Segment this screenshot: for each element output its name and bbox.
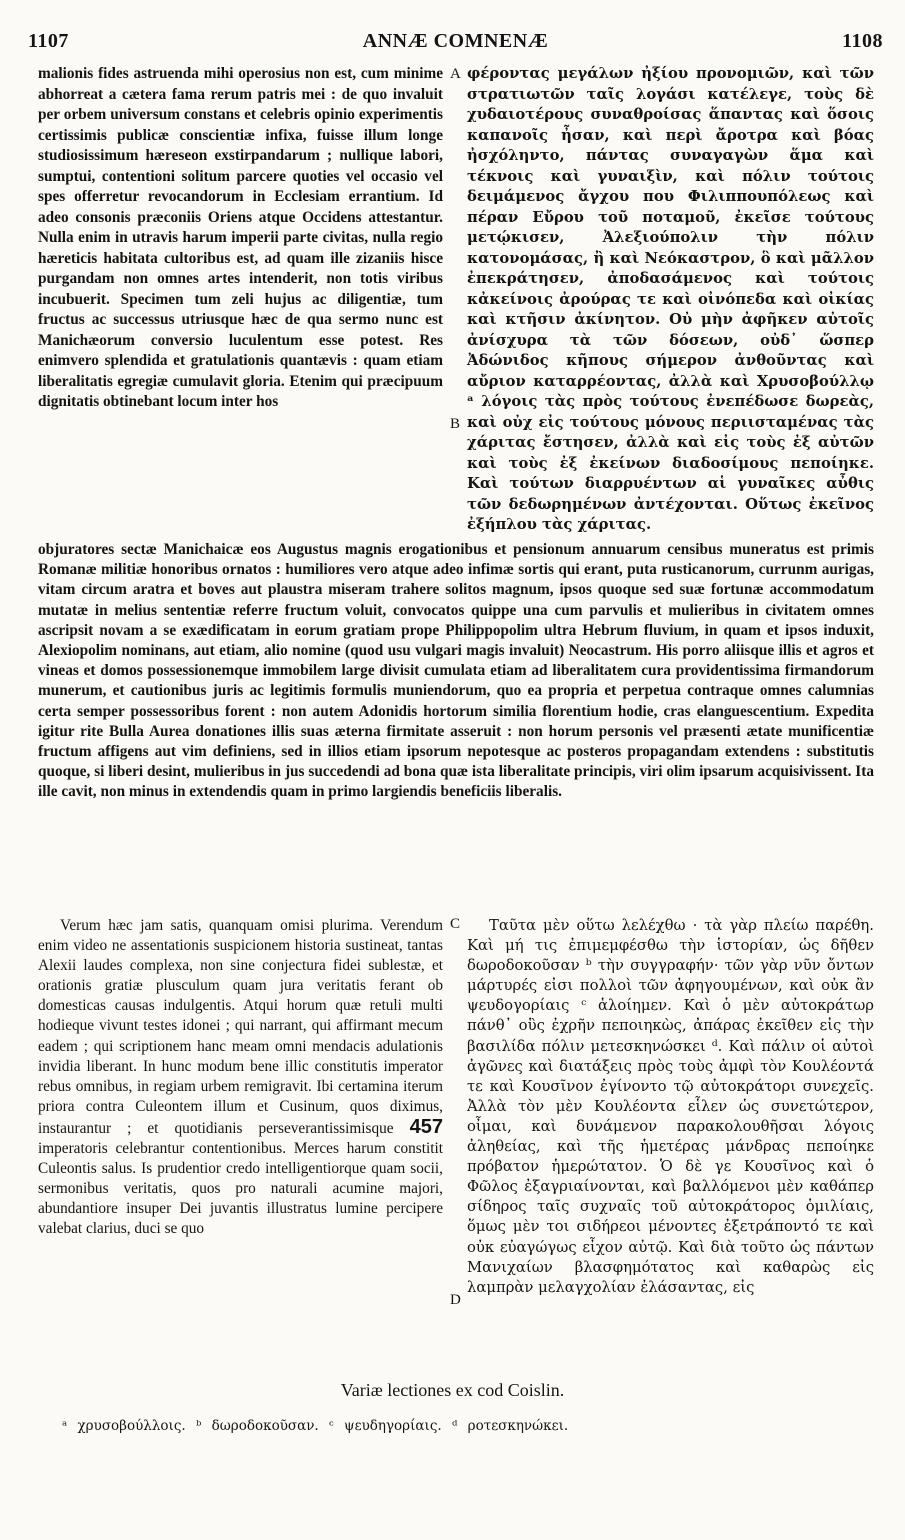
latin-text-full: objuratores sectæ Manichaicæ eos Augustus magnis erogationibus et pensionum annuarum censibus muneratus est primis Romanæ militiæ honoribus ornatos : humiliores vero atque adeo infimæ sortis qui erant, puta rusticanorum, currunm aurigas, vitam circum aratra et boves aut plaustra miseram trahere solitos magnum, ipsos quoque sed suæ fortunæ accommodatum mutatæ in melius sententiæ referre fructum voluit, convocatos quippe una cum parvulis et mulieribus in civitatem omnes ascripsit novam a se exædificatam in eorum gratiam prope Philippopolim ultra Hebrum fluvium, in quam et ipsos induxit, Alexiopolim nominans, aut etiam, alio nomine (quod usu vulgari magis invaluit) Neocastrum. His porro aliisque illis et agros et vineas et domos possessionemque immobilem large divisit cumulata etiam ad liberalitatem cura providentissima firmandorum munerum, et cautionibus juris ac legitimis formulis muniendorum, quo ea propria et perpetua contraque omnes calumnias certa semper possessoribus forent : non autem Adonidis hortorum similia florentium hodie, cras elanguescentium. Expedita igitur rite Bulla Aurea donationes illis suas æterna firmitate asseruit : non horum personis vel præsenti ætate munificentiæ fructum affigens aut vim definiens, sed in illios etiam ipsorum nepotesque ac posteros propagandam extendens : substitutis quoque, si liberi desint, mulieribus in jus succedendi ad bona quæ ista liberalitate principis, viri olim ipsarum acquisivissent. Ita ille cavit, non minus in extendendis quam in primo largiendis beneficiis liberalis. [38,541,874,801]
margin-letter-a: A [450,66,461,82]
left-page-number: 1107 [28,30,69,52]
greek-column-bottom [467,916,874,1298]
variant-readings-heading: Variæ lectiones ex cod Coislin. [340,1380,565,1400]
right-page-number: 1108 [842,30,883,52]
running-header [28,30,883,60]
latin-text-bottom-part1: Verum hæc jam satis, quanquam omisi plurima. Verendum enim video ne assentationis suspicionem historia sustineat, tantas Alexii laudes complexa, non sine conjectura fidei sublestæ, et orationis gratiæ plusculum quam jura veritatis ferant ob domesticas causas indulgentis. Atqui horum quæ retuli multi hodieque vivunt testes idonei ; qui narrant, qui affirmant mecum eadem ; qui scriptionem hanc meam omni mendacis adulationis invidia liberant. In hunc modum bene illic constitutis imperator rebus omnibus, in regiam urbem remigravit. Ibi certamina iterum priora contra Culeontem illum et Cusinum, quos diximus, instaurantur ; et quotidianis perseverantissimisque [38,917,443,1137]
latin-column-bottom [38,916,443,1240]
latin-column-top [38,64,443,413]
latin-text-bottom-part2: imperatoris celebrantur contentionibus. Merces harum constitit Culeontis salus. Is prudentior credo intelligentiorque quam socii, sermonibus veritatis, quos pro naturali acumine majori, abundantiore insuper Dei juvantis illustratus lumine percipere valebat clarius, duci se quo [38,1140,443,1238]
latin-text-top: malionis fides astruenda mihi operosius non est, cum minime abhorreat a cætera fama rerum patris mei : de quo invaluit per orbem universum constans et celebris opinio experimentis certissimis publicæ conscientiæ infixa, fuisse illum longe studiosissimum hæreseon exstirpandarum ; nullique labori, sumptui, contentioni solitum parcere quoties vel occasio vel spes offerretur revocandorum in Ecclesiam errantium. Id adeo consonis præconiis Oriens atque Occidens attestantur. Nulla enim in utravis harum imperii parte civitas, nulla regio hæreticis habitata cultoribus est, ad quam ille zizaniis hisce purgandam non omnes artes intenderit, non totis viribus incubuerit. Specimen tum zeli hujus ac diligentiæ, tum fructus ac successus utriusque hæc de qua sermo nunc est Manichæorum conversio luculentum esse potest. Res enimvero splendida et gratulationis quantævis : quam etiam liberalitatis egregiæ cumulavit gloria. Etenim qui præcipuum dignitatis obtinebant locum inter hos [38,65,443,410]
running-title: ANNÆ COMNENÆ [362,30,549,52]
edition-page-number: 457 [409,1115,443,1138]
latin-full-width-block [38,540,874,803]
greek-text-top: φέροντας μεγάλων ἠξίου προνομιῶν, καὶ τῶν στρατιωτῶν ταῖς λογάσι κατέλεγε, τοὺς δὲ χυδαιοτέρους συναθροίσας ἅπαντας καὶ ὅσοις καπανοῖς ἦσαν, καὶ περὶ ἄροτρα καὶ βόας ἠσχόληντο, πάντας συναγαγὼν ἅμα καὶ τέκνοις καὶ γυναιξὶν, καὶ πόλιν τούτοις δειμάμενος ἄγχου που Φιλιππουπόλεως καὶ πέραν Εὔρου τοῦ ποταμοῦ, ἐκεῖσε τούτους μετῴκισεν, Ἀλεξιούπολιν τὴν πόλιν κατονομάσας, ἢ καὶ Νεόκαστρον, ὃ καὶ μᾶλλον ἐπεκράτησεν, ἀποδασάμενος καὶ τούτοις κἀκείνοις ἀρούρας τε καὶ οἰνόπεδα καὶ οἰκίας καὶ κτῆσιν ἀκίνητον. Οὐ μὴν ἀφῆκεν αὐτοῖς ἀνίσχυρα τὰ τῶν δόσεων, οὐδ᾽ ὥσπερ Ἀδώνιδος κῆπους σήμερον ἀνθοῦντας καὶ αὔριον καταρρέοντας, ἀλλὰ καὶ Χρυσοβούλλῳ ᵃ λόγοις τὰς πρὸς τούτους ἐνεπέδωσε δωρεὰς, καὶ οὐχ εἰς τούτους μόνους περιισταμένας τὰς χάριτας ἔστησεν, ἀλλὰ καὶ εἰς τοὺς ἐξ αὐτῶν καὶ τοὺς ἐξ ἐκείνων διαδοσίμους πεποίηκε. Καὶ τούτων διαρρυέντων αἱ γυναῖκες αὖθις τῶν δεδωρημένων ἀντέχονται. Οὕτως ἐκεῖνος ἐξήπλου τὰς χάριτας. [467,65,874,533]
variant-readings-notes: ᵃ χρυσοβούλλοις. ᵇ δωροδοκοῦσαν. ᶜ ψευδηγορίαις. ᵈ ροτεσκηνώκει. [62,1418,569,1434]
margin-letter-c: C [450,916,461,932]
margin-letter-d: D [450,1292,461,1308]
latin-text-bottom [38,916,443,1240]
margin-letter-b: B [450,416,461,432]
greek-text-bottom: Ταῦτα μὲν οὕτω λελέχθω · τὰ γὰρ πλείω παρέθη. Καὶ μή τις ἐπιμεμφέσθω τὴν ἱστορίαν, ὡς δῆθεν δωροδοκοῦσαν ᵇ τὴν συγγραφήν· τῶν γὰρ νῦν ὄντων μάρτυρές εἰσι πολλοὶ τῶν ἀφηγουμένων, καὶ οὐκ ἂν ψευδογορίαις ᶜ ἁλοίημεν. Καὶ ὁ μὲν αὐτοκράτωρ πάνθ᾽ οὓς ἐχρῆν πεποιηκὼς, ἀπάρας ἐκεῖθεν εἰς τὴν βασιλίδα πόλιν μετεσκηνώσκει ᵈ. Καὶ πάλιν οἱ αὐτοὶ ἀγῶνες καὶ διατάξεις πρὸς τοὺς ἀμφὶ τὸν Κουλέοντά τε καὶ Κουσῖνον ἐγίνοντο τῷ αὐτοκράτορι συνεχεῖς. Ἀλλὰ τὸν μὲν Κουλέοντα εἷλεν ὡς συνετώτερον, οἶμαι, καὶ δυνάμενον παρακολουθῆσαι λόγοις ἀληθείας, καὶ τῆς ἡμετέρας μάνδρας πεποίηκε πρόβατον ἡμερώτατον. Ὁ δὲ γε Κουσῖνος καὶ ὁ Φῶλος ἐξαγριαίνονται, καὶ βαλλόμενοι μὲν καθάπερ σίδηρος ταῖς συχναῖς τοῦ αὐτοκράτορος ὁμιλίαις, ὅμως μὲν τοι σιδήρεοι μένοντες ἐξετράποντό τε καὶ οὐκ εὐαγώγως εἶχον αὐτῷ. Καὶ διὰ τοῦτο ὡς πάντων Μανιχαίων βλασφημότατος καὶ καθαρὼς εἰς λαμπρὰν μελαγχολίαν ἐλάσαντας, εἰς [467,917,874,1296]
greek-column-top [467,64,874,536]
